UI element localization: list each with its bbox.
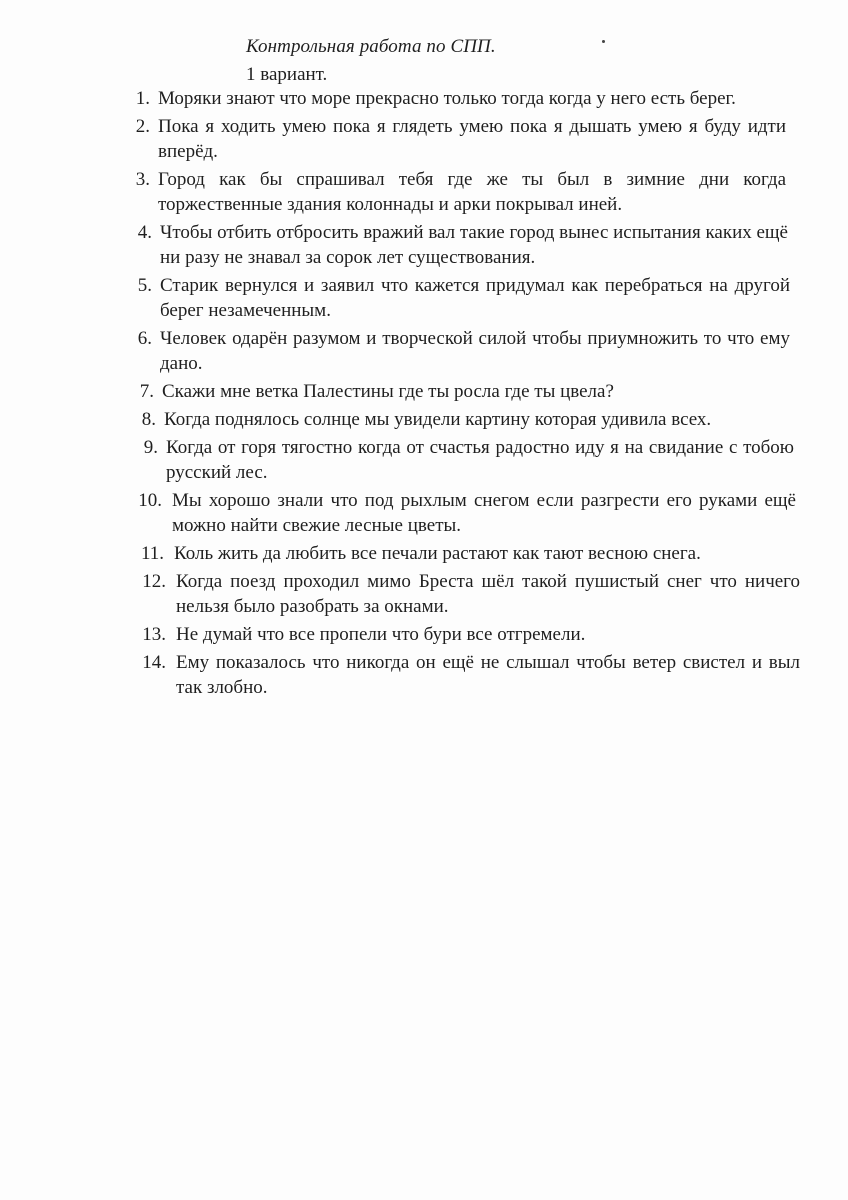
item-text: Когда от горя тягостно когда от счастья радостно иду я на свидание с тобою русский лес. bbox=[166, 437, 794, 483]
document-title: Контрольная работа по СПП. bbox=[246, 36, 496, 57]
item-number: 6. bbox=[137, 328, 152, 349]
item-text: Когда поезд проходил мимо Бреста шёл такой пушистый снег что ничего нельзя было разобрать за окнами. bbox=[176, 571, 800, 617]
list-item bbox=[126, 167, 786, 217]
list-item bbox=[136, 488, 796, 538]
item-number: 9. bbox=[143, 437, 158, 458]
item-text: Город как бы спрашивал тебя где же ты был в зимние дни когда торжественные здания колоннады и арки покрывал иней. bbox=[158, 169, 786, 215]
sentence-list bbox=[0, 86, 848, 703]
item-text: Мы хорошо знали что под рыхлым снегом если разгрести его руками ещё можно найти свежие лесные цветы. bbox=[172, 490, 796, 536]
list-item bbox=[138, 541, 798, 566]
list-item bbox=[128, 220, 788, 270]
list-item bbox=[126, 86, 786, 111]
item-number: 1. bbox=[135, 88, 150, 109]
list-item bbox=[140, 622, 800, 647]
item-text: Человек одарён разумом и творческой силой чтобы приумножить то что ему дано. bbox=[160, 328, 790, 374]
variant-label: 1 вариант. bbox=[246, 64, 328, 85]
list-item bbox=[140, 650, 800, 700]
item-text: Когда поднялось солнце мы увидели картину которая удивила всех. bbox=[164, 409, 712, 430]
document-header bbox=[246, 34, 646, 88]
item-text: Коль жить да любить все печали растают как тают весною снега. bbox=[174, 543, 701, 564]
item-text: Ему показалось что никогда он ещё не слышал чтобы ветер свистел и выл так злобно. bbox=[176, 652, 800, 698]
list-item bbox=[126, 114, 786, 164]
item-number: 7. bbox=[139, 381, 154, 402]
item-text: Пока я ходить умею пока я глядеть умею пока я дышать умею я буду идти вперёд. bbox=[158, 116, 786, 162]
item-number: 14. bbox=[142, 652, 166, 673]
list-item bbox=[128, 273, 790, 323]
item-number: 13. bbox=[142, 624, 166, 645]
item-number: 12. bbox=[142, 571, 166, 592]
item-text: Моряки знают что море прекрасно только тогда когда у него есть берег. bbox=[158, 88, 736, 109]
item-text: Скажи мне ветка Палестины где ты росла где ты цвела? bbox=[162, 381, 614, 402]
list-item bbox=[128, 326, 790, 376]
item-number: 4. bbox=[137, 222, 152, 243]
item-number: 2. bbox=[135, 116, 150, 137]
item-text: Старик вернулся и заявил что кажется придумал как перебраться на другой берег незамеченным. bbox=[160, 275, 790, 321]
item-number: 11. bbox=[140, 543, 164, 564]
list-item bbox=[140, 569, 800, 619]
list-item bbox=[130, 379, 792, 404]
item-text: Не думай что все пропели что бури все отгремели. bbox=[176, 624, 586, 645]
list-item bbox=[134, 435, 794, 485]
item-number: 5. bbox=[137, 275, 152, 296]
item-number: 8. bbox=[141, 409, 156, 430]
item-number: 10. bbox=[138, 490, 162, 511]
list-item bbox=[132, 407, 794, 432]
item-number: 3. bbox=[135, 169, 150, 190]
item-text: Чтобы отбить отбросить вражий вал такие город вынес испытания каких ещё ни разу не знавал за сорок лет существования. bbox=[160, 222, 788, 268]
